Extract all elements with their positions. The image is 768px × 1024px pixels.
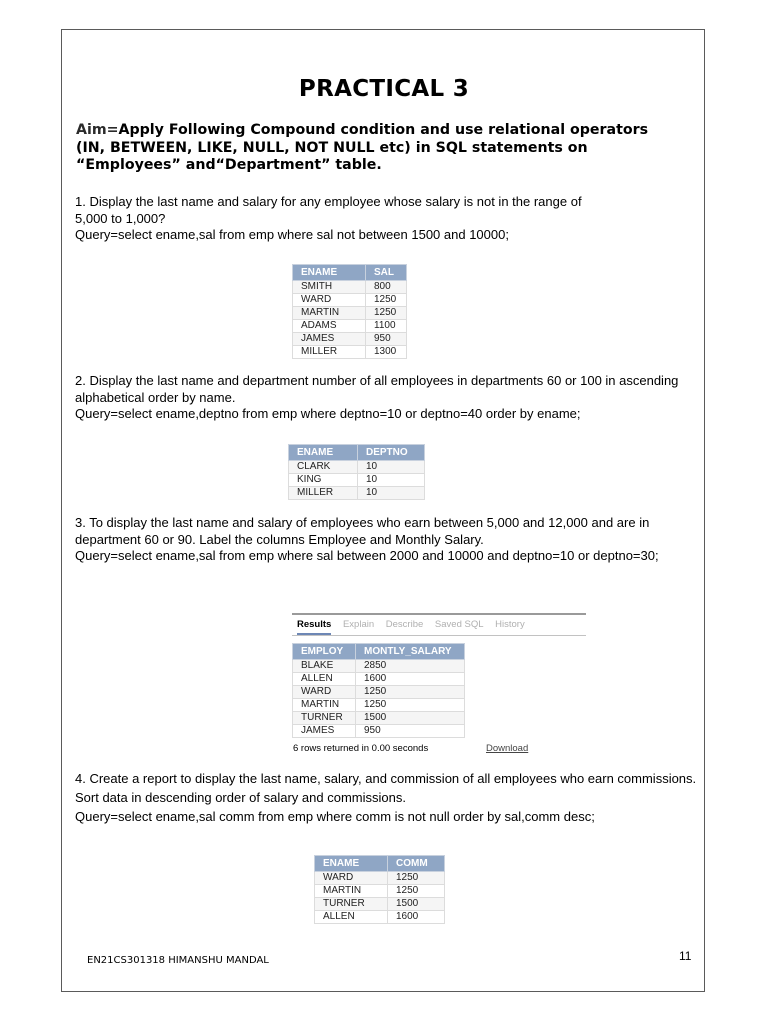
question-2 [75,373,700,423]
result-table-1 [292,264,407,359]
table-cell: ALLEN [293,673,356,686]
table-row [315,911,445,924]
table-row [293,307,407,320]
table-header-row [289,445,425,461]
table-header-row [293,265,407,281]
page-number: 11 [679,949,692,963]
table-cell: WARD [315,872,388,885]
table-cell: TURNER [315,898,388,911]
table-row [293,294,407,307]
table-cell: 10 [358,474,425,487]
table-cell: 1600 [388,911,445,924]
result-table-3 [292,643,465,738]
table-cell: MILLER [289,487,358,500]
question-1 [75,194,595,244]
table-row [315,885,445,898]
table-cell: 800 [366,281,407,294]
table-cell: 1600 [356,673,465,686]
tab-explain[interactable]: Explain [342,619,375,630]
table-cell: JAMES [293,725,356,738]
table-row [315,872,445,885]
table-row [293,725,465,738]
tab-saved-sql[interactable]: Saved SQL [434,619,484,630]
table-row [289,474,425,487]
table-row [293,660,465,673]
table-cell: MARTIN [293,307,366,320]
table-row [289,487,425,500]
column-header: MONTLY_SALARY [356,644,465,660]
table-cell: 1500 [388,898,445,911]
column-header: SAL [366,265,407,281]
rows-returned-status: 6 rows returned in 0.00 seconds [293,743,429,754]
table-cell: CLARK [289,461,358,474]
column-header: ENAME [289,445,358,461]
table-row [293,686,465,699]
footer-author: EN21CS301318 HIMANSHU MANDAL [87,955,269,966]
table-row [293,699,465,712]
column-header: ENAME [315,856,388,872]
table-row [293,673,465,686]
table-cell: 1250 [366,307,407,320]
table-cell: 1250 [366,294,407,307]
table-cell: ALLEN [315,911,388,924]
column-header: COMM [388,856,445,872]
question-3-query: Query=select ename,sal from emp where sal between 2000 and 10000 and deptno=10 or deptno=30; [75,548,659,563]
table-cell: JAMES [293,333,366,346]
question-4 [75,769,700,826]
table-cell: KING [289,474,358,487]
question-4-text: 4. Create a report to display the last name, salary, and commission of all employees who earn commissions. Sort data in descending order of salary and commissions. [75,771,697,805]
table-cell: ADAMS [293,320,366,333]
question-4-query: Query=select ename,sal comm from emp where comm is not null order by sal,comm desc; [75,809,595,824]
table-cell: 1100 [366,320,407,333]
table-cell: TURNER [293,712,356,725]
table-row [315,898,445,911]
aim-label: Aim= [76,122,119,138]
download-link[interactable]: Download [486,743,529,754]
question-2-text: 2. Display the last name and department number of all employees in departments 60 or 100 in ascending alphabetical order by name. [75,373,679,405]
table-row [293,712,465,725]
table-row [293,333,407,346]
aim-text: Apply Following Compound condition and use relational operators (IN, BETWEEN, LIKE, NULL, NOT NULL etc) in SQL statements on “Employees” and“Department” table. [76,122,649,173]
table-row [293,346,407,359]
question-3 [75,515,700,565]
table-row [293,320,407,333]
table-cell: 1500 [356,712,465,725]
table-row [289,461,425,474]
tab-describe[interactable]: Describe [385,619,424,630]
table-cell: 2850 [356,660,465,673]
table-cell: 1250 [356,699,465,712]
table-header-row [293,644,465,660]
table-header-row [315,856,445,872]
table-cell: 10 [358,487,425,500]
results-tab-bar [292,613,586,636]
table-cell: 1250 [388,885,445,898]
table-cell: BLAKE [293,660,356,673]
question-3-text: 3. To display the last name and salary of employees who earn between 5,000 and 12,000 and are in department 60 or 90. Label the columns Employee and Monthly Salary. [75,515,650,547]
table-cell: SMITH [293,281,366,294]
result-table-4 [314,855,445,924]
page-title: PRACTICAL 3 [298,76,470,102]
result-table-2 [288,444,425,500]
question-2-query: Query=select ename,deptno from emp where deptno=10 or deptno=40 order by ename; [75,406,581,421]
question-1-text: 1. Display the last name and salary for any employee whose salary is not in the range of 5,000 to 1,000? [75,194,582,226]
table-cell: MILLER [293,346,366,359]
table-cell: 10 [358,461,425,474]
table-cell: MARTIN [293,699,356,712]
table-row [293,281,407,294]
column-header: DEPTNO [358,445,425,461]
table-cell: 950 [366,333,407,346]
aim-statement [76,122,676,175]
table-cell: WARD [293,686,356,699]
table-cell: WARD [293,294,366,307]
table-cell: MARTIN [315,885,388,898]
tab-history[interactable]: History [495,619,525,630]
table-cell: 950 [356,725,465,738]
column-header: ENAME [293,265,366,281]
table-cell: 1250 [388,872,445,885]
column-header: EMPLOY [293,644,356,660]
table-cell: 1300 [366,346,407,359]
question-1-query: Query=select ename,sal from emp where sal not between 1500 and 10000; [75,227,509,242]
table-cell: 1250 [356,686,465,699]
tab-results[interactable]: Results [297,617,331,635]
